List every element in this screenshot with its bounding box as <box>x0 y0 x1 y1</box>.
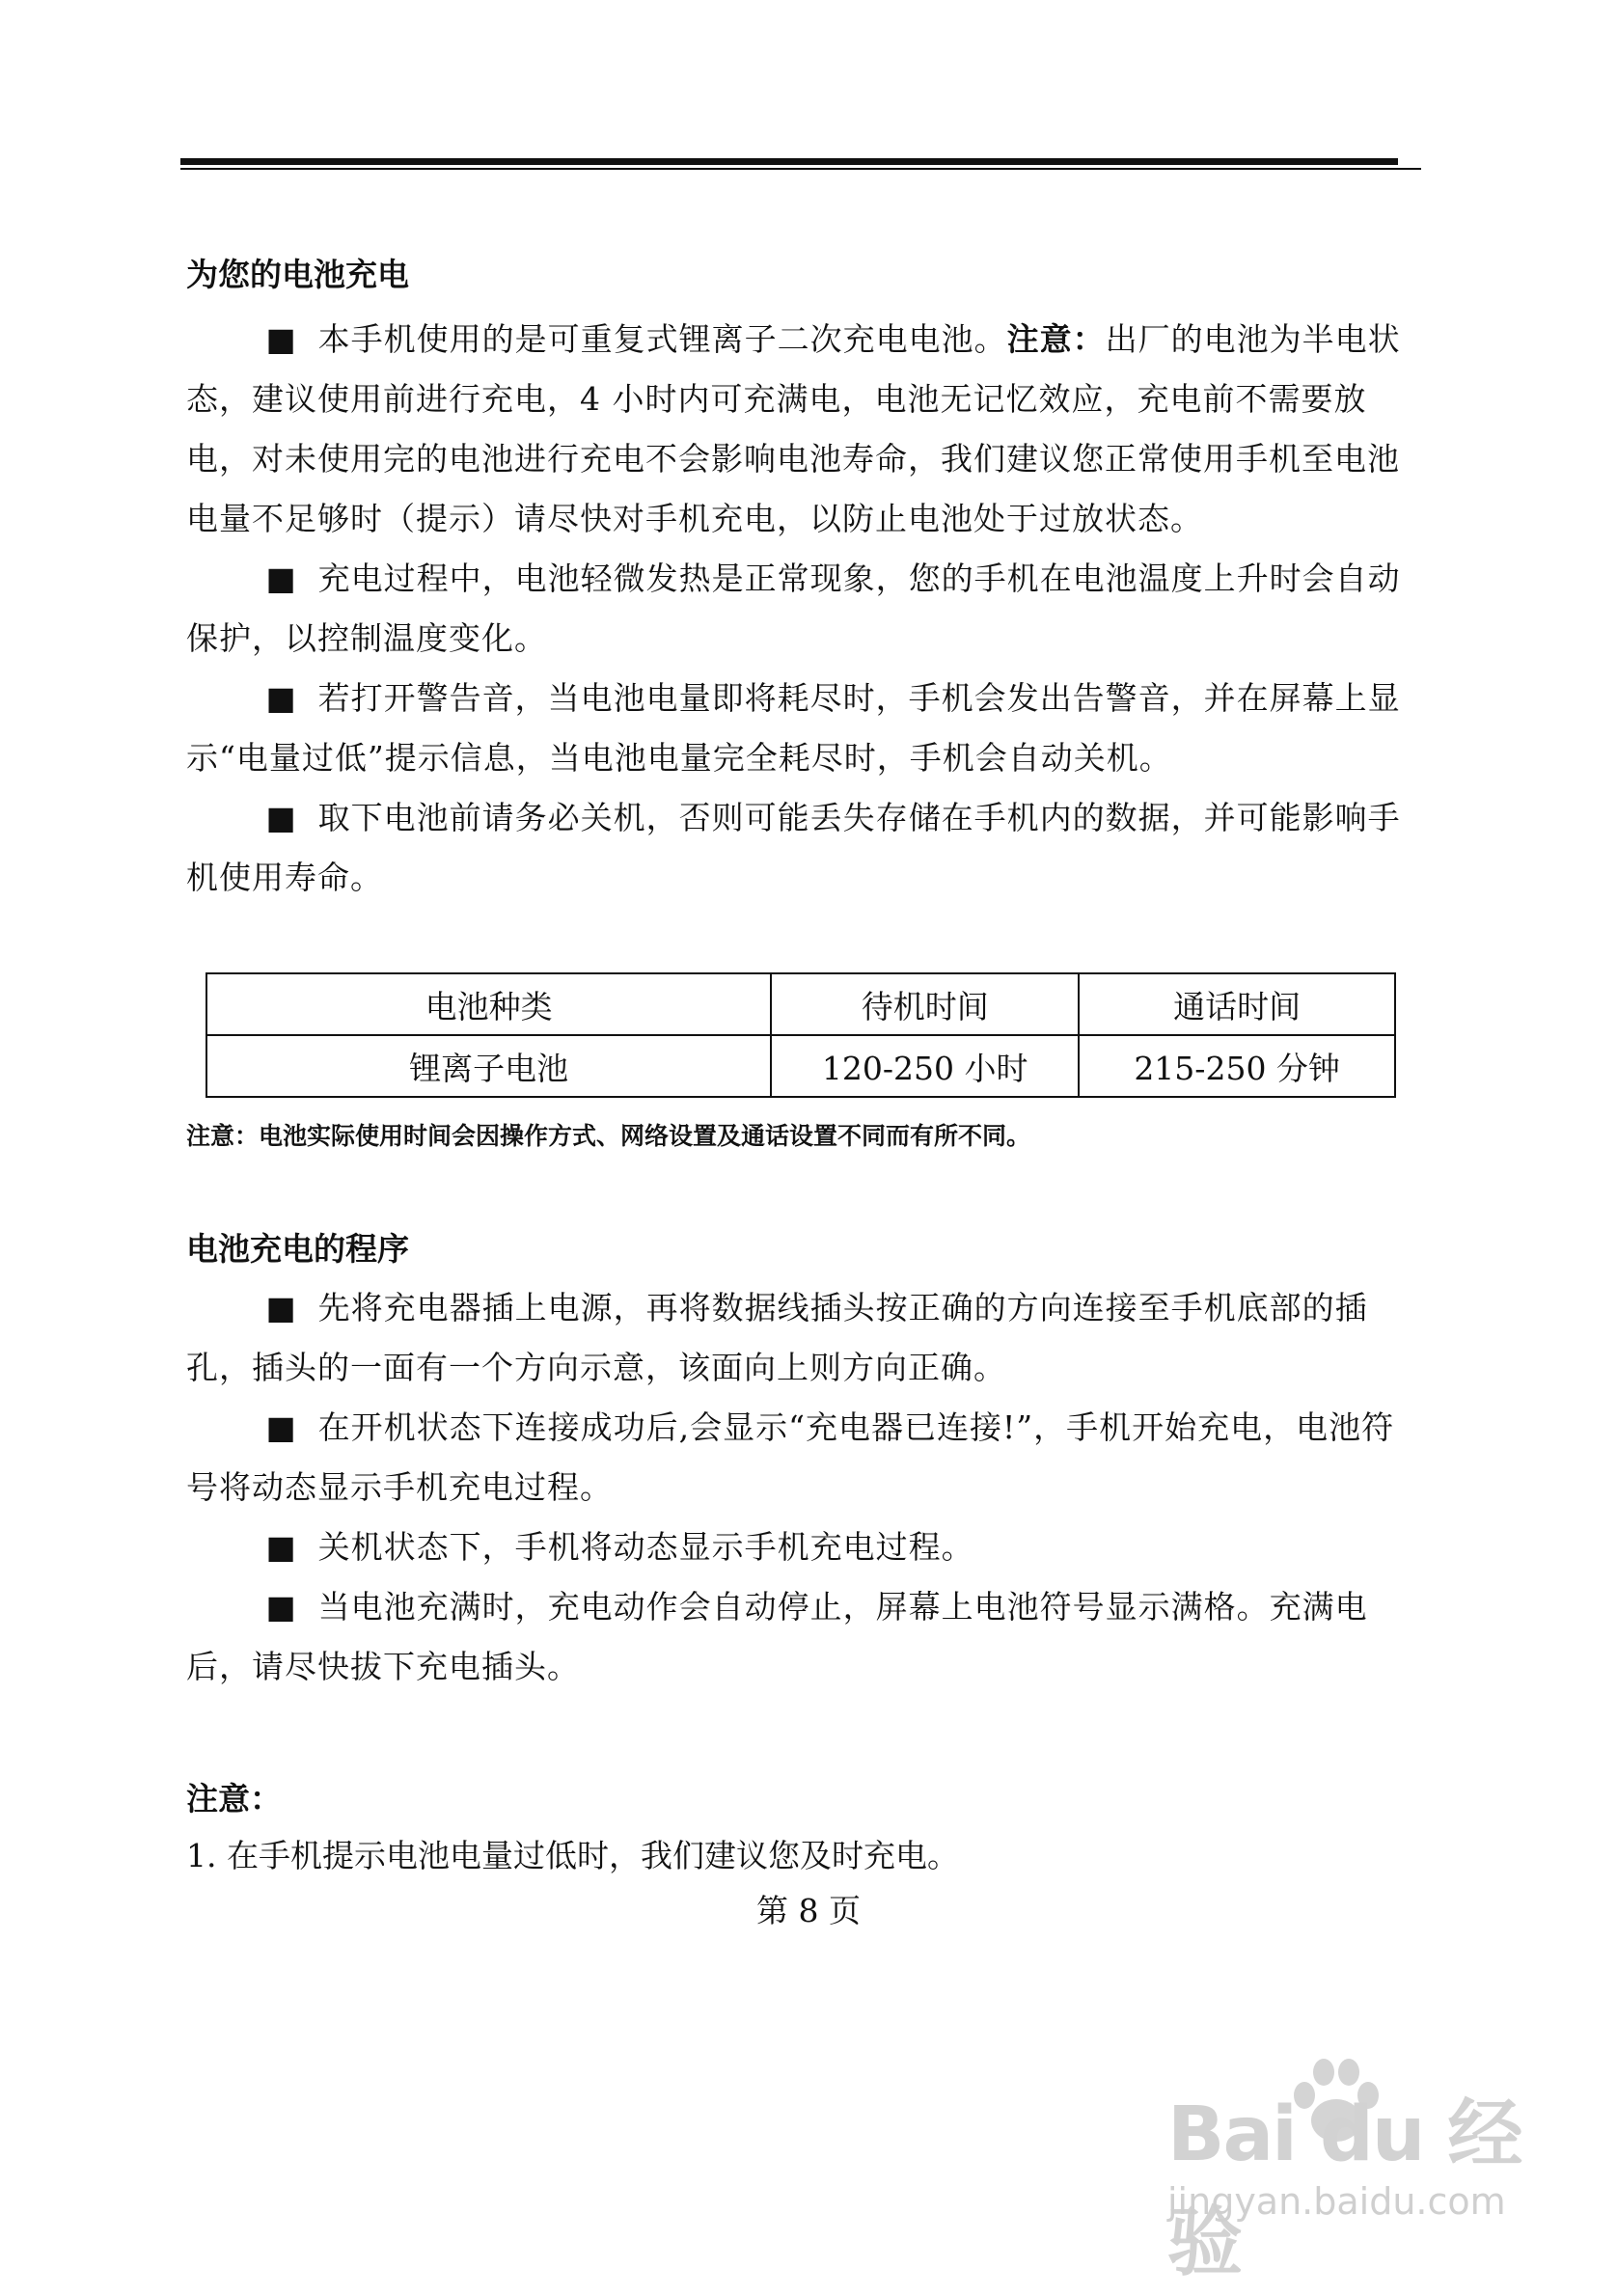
bullet-icon: ■ <box>265 679 296 717</box>
paragraph <box>186 549 1421 669</box>
paragraph-text: 取下电池前请务必关机，否则可能丢失存储在手机内的数据，并可能影响手机使用寿命。 <box>186 799 1401 896</box>
section-title: 为您的电池充电 <box>186 256 409 293</box>
paragraph <box>186 669 1421 788</box>
table-row <box>206 1035 1395 1097</box>
paragraph <box>186 1577 1421 1697</box>
table-note: 注意：电池实际使用时间会因操作方式、网络设置及通话设置不同而有所不同。 <box>186 1122 1031 1150</box>
note-item: 1. 在手机提示电池电量过低时，我们建议您及时充电。 <box>186 1837 959 1874</box>
paragraph <box>186 310 1421 549</box>
table-header-cell: 通话时间 <box>1079 973 1395 1035</box>
bullet-icon: ■ <box>265 1528 296 1566</box>
paragraph-text: 本手机使用的是可重复式锂离子二次充电电池。 <box>317 320 1007 358</box>
battery-table <box>206 972 1396 1098</box>
bullet-icon: ■ <box>265 560 296 597</box>
bullet-icon: ■ <box>265 1408 296 1446</box>
paragraph-text: 在开机状态下连接成功后,会显示“充电器已连接!”，手机开始充电，电池符号将动态显示手机充电过程。 <box>186 1408 1395 1506</box>
paragraph-text: 充电过程中，电池轻微发热是正常现象，您的手机在电池温度上升时会自动保护，以控制温度变化。 <box>186 560 1401 657</box>
page-number: 第 8 页 <box>756 1892 861 1929</box>
paragraph-text: 当电池充满时，充电动作会自动停止，屏幕上电池符号显示满格。充满电后，请尽快拔下充电插头。 <box>186 1588 1368 1685</box>
watermark-logo: Bai du 经验 <box>1167 2091 1521 2286</box>
notes-title: 注意： <box>186 1780 282 1818</box>
header-rule-thick <box>180 158 1398 165</box>
section-charge-battery <box>186 246 1421 908</box>
baidu-watermark <box>1148 2064 1534 2286</box>
table-header-row <box>206 973 1395 1035</box>
paragraph <box>186 788 1421 908</box>
paragraph <box>186 1278 1421 1398</box>
bullet-icon: ■ <box>265 320 296 358</box>
header-rule-thin <box>180 168 1421 170</box>
paragraph <box>186 1517 1421 1577</box>
table-cell: 215-250 分钟 <box>1079 1035 1395 1097</box>
paragraph-text: 出厂的电池为半电状态，建议使用前进行充电，4 小时内可充满电，电池无记忆效应，充电前不需要放电，对未使用完的电池进行充电不会影响电池寿命，我们建议您正常使用手机至电池电量不足够时（提示）请尽快对手机充电，以防止电池处于过放状态。 <box>186 320 1401 537</box>
section-title: 电池充电的程序 <box>186 1230 409 1268</box>
bullet-icon: ■ <box>265 1289 296 1326</box>
table-header-cell: 电池种类 <box>206 973 771 1035</box>
paragraph-text: 若打开警告音，当电池电量即将耗尽时，手机会发出告警音，并在屏幕上显示“电量过低”提示信息，当电池电量完全耗尽时，手机会自动关机。 <box>186 679 1401 777</box>
paragraph-text: 关机状态下，手机将动态显示手机充电过程。 <box>317 1528 974 1566</box>
table-header-cell: 待机时间 <box>771 973 1079 1035</box>
watermark-url: jingyan.baidu.com <box>1167 2180 1506 2223</box>
paragraph-text: 先将充电器插上电源，再将数据线插头按正确的方向连接至手机底部的插孔，插头的一面有一个方向示意，该面向上则方向正确。 <box>186 1289 1368 1386</box>
bullet-icon: ■ <box>265 799 296 836</box>
table-cell: 120-250 小时 <box>771 1035 1079 1097</box>
section-charging-procedure <box>186 1220 1421 1697</box>
paragraph <box>186 1398 1421 1517</box>
note-label: 注意： <box>1006 320 1106 358</box>
bullet-icon: ■ <box>265 1588 296 1626</box>
table-cell: 锂离子电池 <box>206 1035 771 1097</box>
notes-section <box>186 1770 1421 1884</box>
